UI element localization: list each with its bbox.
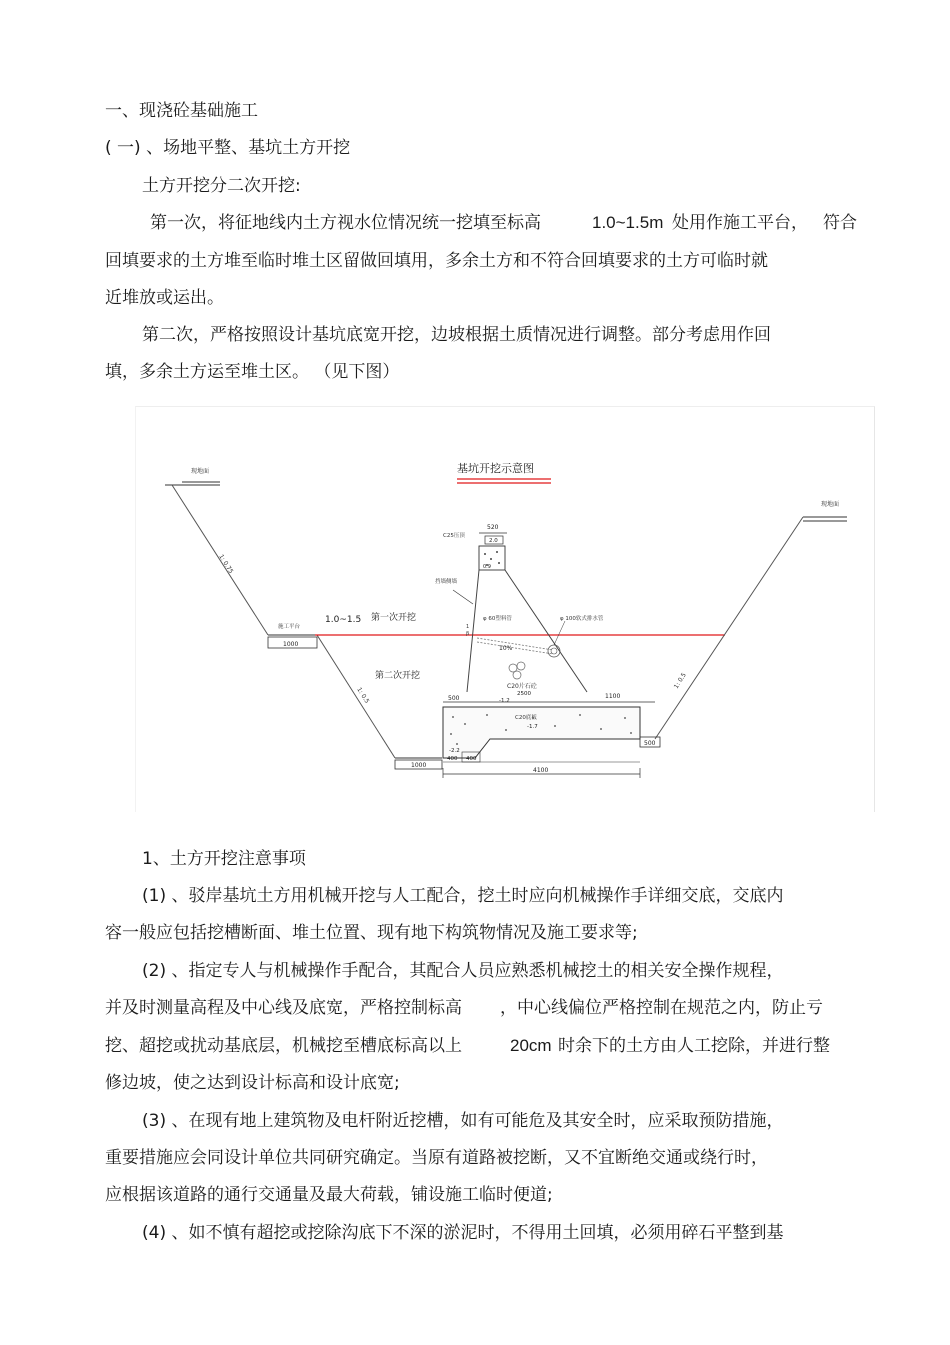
- platform-label: 施工平台: [278, 624, 301, 630]
- dim-500-top: 500: [448, 695, 460, 702]
- dim-1100: 1100: [605, 693, 621, 700]
- dim-1000-bottom: 1000: [411, 762, 427, 769]
- item3-line2: 重要措施应会同设计单位共同研究确定。当原有道路被挖断，又不宜断绝交通或绕行时，: [105, 1148, 768, 1168]
- dim-400a: 400: [447, 756, 458, 762]
- para1-text-a: 第一次，将征地线内土方视水位情况统一挖填至标高: [150, 213, 541, 233]
- val-neg2-2: -2.2: [449, 748, 460, 754]
- item2-line3a: 挖、超挖或扰动基底层，机械挖至槽底标高以上: [105, 1036, 462, 1056]
- first-dig-range: 1.0~1.5: [325, 615, 362, 625]
- val-neg1-2: -1.2: [499, 698, 510, 704]
- item1-line2: 容一般应包括挖槽断面、堆土位置、现有地下构筑物情况及施工要求等;: [105, 923, 638, 943]
- dim-400b: 400: [466, 756, 477, 762]
- pipe60-label: φ 60塑料管: [483, 616, 512, 622]
- slope-left-upper: 1: 0.75: [217, 553, 235, 575]
- item2-line3b: 20cm: [510, 1036, 552, 1055]
- slope-right: 1: 0.5: [672, 671, 688, 691]
- item2-line4: 修边坡，使之达到设计标高和设计底宽;: [105, 1073, 400, 1093]
- dim-4100: 4100: [533, 767, 549, 774]
- para1-line2: 回填要求的土方堆至临时堆土区留做回填用，多余土方和不符合回填要求的土方可临时就: [105, 251, 768, 271]
- figure-title: 基坑开挖示意图: [457, 462, 534, 475]
- para1-line3: 近堆放或运出。: [105, 288, 224, 308]
- heading-1: 一、现浇砼基础施工: [105, 101, 258, 121]
- para2-line1: 第二次，严格按照设计基坑底宽开挖，边坡根据土质情况进行调整。部分考虑用作回: [142, 325, 771, 345]
- second-dig-label: 第二次开挖: [375, 671, 421, 681]
- para-intro: 土方开挖分二次开挖:: [142, 176, 301, 196]
- item2-line3c: 时余下的土方由人工挖除，并进行整: [558, 1036, 830, 1056]
- item1-line1: (1) 、驳岸基坑土方用机械开挖与人工配合，挖土时应向机械操作手详细交底，交底内: [142, 886, 784, 906]
- svg-text:1: 1: [466, 624, 470, 630]
- pipe100-label: φ 100软式排水管: [560, 616, 604, 622]
- para1-line1-text-c: 处用作施工平台，: [672, 213, 808, 233]
- para2-line2: 填，多余土方运至堆土区。 （见下图）: [105, 362, 400, 382]
- para1-line1-value: 1.0~1.5m: [592, 213, 664, 232]
- c20-base-label: C20底板: [515, 715, 537, 721]
- svg-text:β: β: [466, 631, 470, 637]
- slope-left-lower: 1: 0.5: [355, 686, 371, 705]
- dim-500-right: 500: [644, 740, 656, 747]
- dim-2-0: 2.0: [489, 538, 498, 544]
- val-neg1-7: -1.7: [527, 724, 538, 730]
- dim-2500: 2500: [517, 691, 531, 697]
- excavation-figure: [135, 406, 876, 813]
- ground-label-left: 现地面: [191, 468, 210, 475]
- c20-stone-label: C20片石砼: [507, 683, 537, 690]
- item2-line2a: 并及时测量高程及中心线及底宽，严格控制标高: [105, 998, 462, 1018]
- dim-0-9: 0.9: [483, 564, 491, 570]
- retain-wall-label: 挡墙侧墙: [435, 579, 458, 585]
- slope-10-label: 10%: [499, 645, 513, 652]
- ground-label-right: 现地面: [821, 501, 840, 508]
- item3-line1: (3) 、在现有地上建筑物及电杆附近挖槽，如有可能危及其安全时，应采取预防措施，: [142, 1111, 784, 1131]
- item2-line1: (2) 、指定专人与机械操作手配合，其配合人员应熟悉机械挖土的相关安全操作规程，: [142, 961, 784, 981]
- dim-520: 520: [487, 524, 499, 531]
- c25-label: C25压顶: [443, 533, 465, 539]
- item2-line2b: ，中心线偏位严格控制在规范之内，防止亏: [500, 998, 823, 1018]
- para1-line1-text-d: 符合: [823, 213, 857, 233]
- first-dig-label: 第一次开挖: [371, 613, 417, 623]
- heading-2: ( 一) 、场地平整、基坑土方开挖: [105, 138, 351, 158]
- item3-line3: 应根据该道路的通行交通量及最大荷载，铺设施工临时便道;: [105, 1185, 553, 1205]
- dim-1000-left: 1000: [283, 641, 299, 648]
- item4-line1: (4) 、如不慎有超挖或挖除沟底下不深的淤泥时，不得用土回填，必须用碎石平整到基: [142, 1223, 784, 1243]
- section-1-title: 1、土方开挖注意事项: [142, 849, 306, 869]
- para1-line1: [150, 212, 541, 234]
